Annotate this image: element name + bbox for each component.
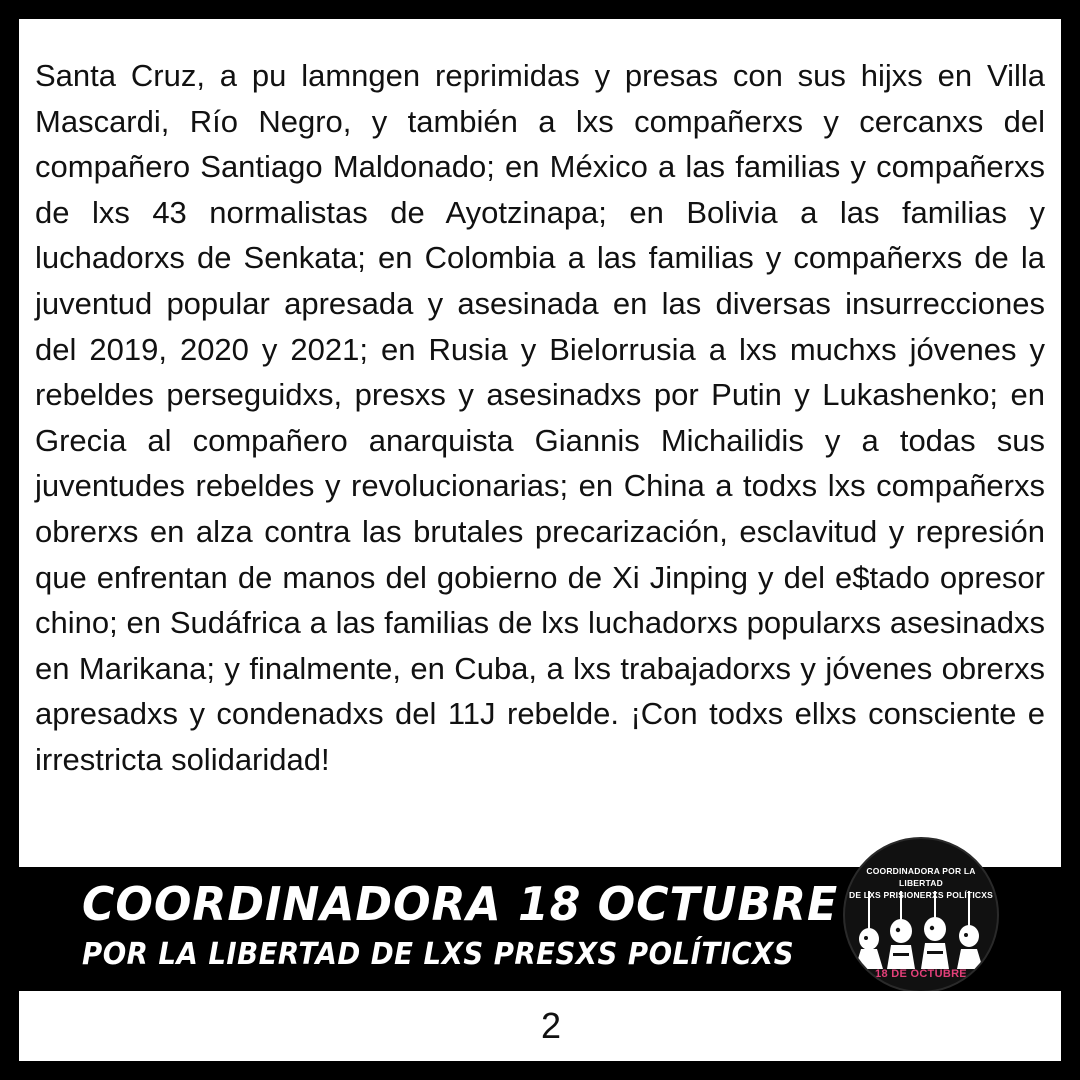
banner-title: COORDINADORA 18 OCTUBRE	[82, 877, 839, 931]
banner-subtitle: POR LA LIBERTAD DE LXS PRESXS POLÍTICXS	[82, 937, 795, 972]
text-panel	[19, 19, 1061, 867]
body-paragraph: Santa Cruz, a pu lamngen reprimidas y presas con sus hijxs en Villa Mascardi, Río Negro, y también a lxs compañerxs y cercanxs del compañero Santiago Maldonado; en México a las familias y compañerxs de lxs 43 normalistas de Ayotzinapa; en Bolivia a las familias y luchadorxs de Senkata; en Colombia a las familias y compañerxs de la juventud popular apresada y asesinada en las diversas insurrecciones del 2019, 2020 y 2021; en Rusia y Bielorrusia a lxs muchxs jóvenes y rebeldes perseguidxs, presxs y asesinadxs por Putin y Lukashenko; en Grecia al compañero anarquista Giannis Michailidis y a todas sus juventudes rebeldes y revolucionarias; en China a todxs lxs compañerxs obrerxs en alza contra las brutales precarización, esclavitud y represión que enfrentan de manos del gobierno de Xi Jinping y del e$tado opresor chino; en Sudáfrica a las familias de lxs luchadorxs popularxs asesinadxs en Marikana; y finalmente, en Cuba, a lxs trabajadorxs y jóvenes obrerxs apresadxs y condenadxs del 11J rebelde. ¡Con todxs ellxs consciente e irrestricta solidaridad!	[35, 58, 1045, 777]
logo-top-line-1: COORDINADORA POR LA LIBERTAD	[866, 866, 976, 888]
logo-bottom-text: 18 DE OCTUBRE	[875, 968, 967, 980]
page-number: 2	[540, 1005, 562, 1046]
organization-logo	[843, 837, 999, 993]
figures-behind-bars-icon	[855, 891, 987, 969]
logo-top-line-2: DE LXS PRISIONERXS POLÍTICXS	[849, 890, 993, 900]
page-footer	[19, 991, 1061, 1061]
